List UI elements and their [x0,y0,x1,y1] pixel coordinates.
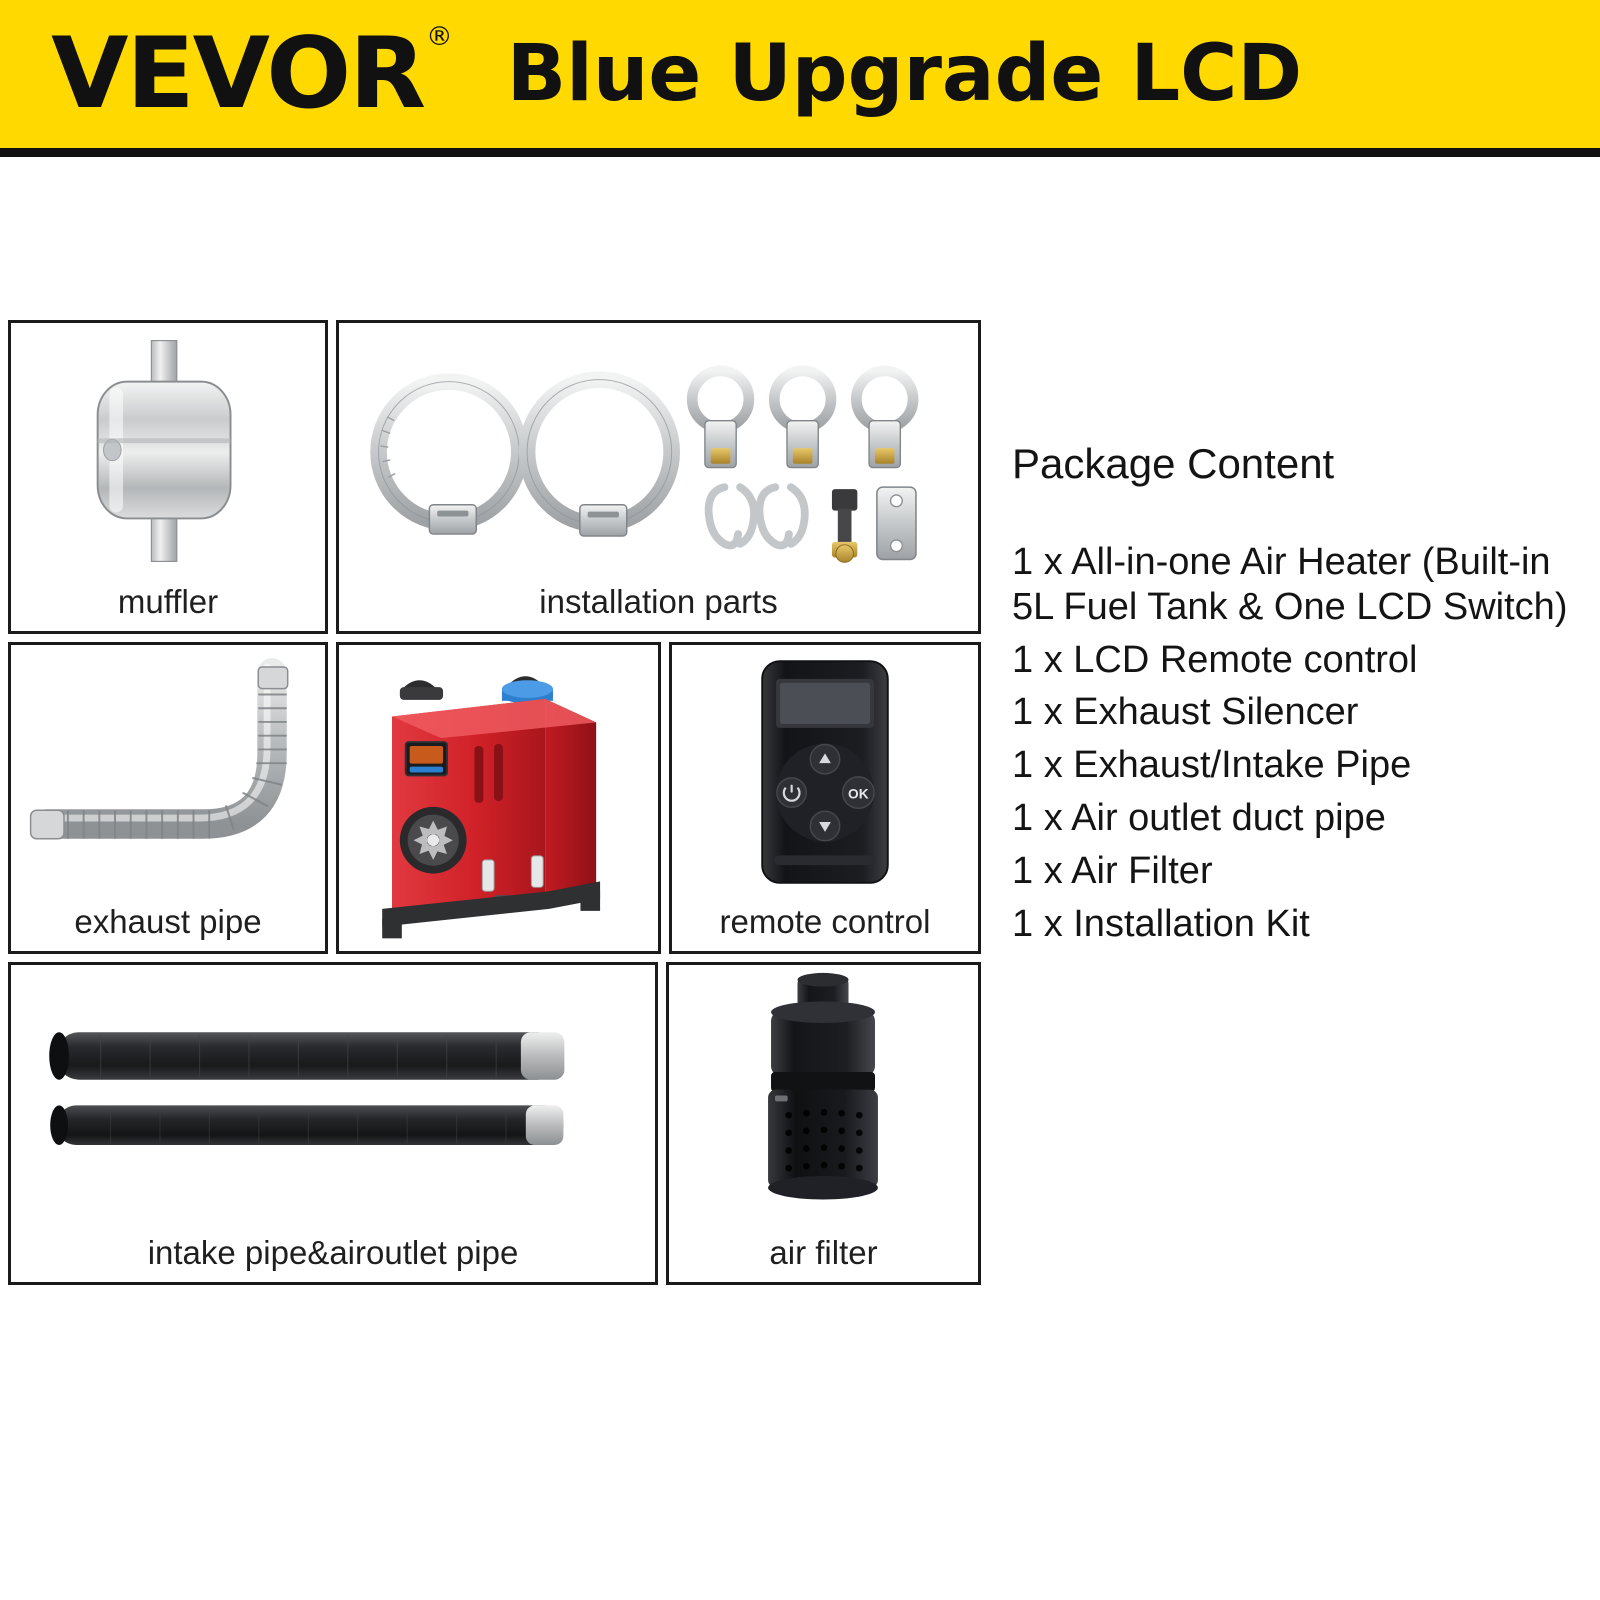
vevor-logo [51,17,451,131]
svg-text:OK: OK [848,786,869,802]
package-item: 1 x Exhaust Silencer [1012,691,1359,734]
package-item: 1 x Air outlet duct pipe [1012,797,1386,840]
package-item: 1 x Installation Kit [1012,902,1310,945]
header-banner [0,0,1600,148]
cell-label-installation-parts: installation parts [539,583,778,620]
package-content-section [1012,440,1572,955]
package-item: 1 x Air Filter [1012,849,1213,892]
cell-label-muffler: muffler [117,583,219,620]
gallery-cell-remote-control [669,642,981,954]
package-content-title: Package Content [1012,440,1335,487]
cell-label-exhaust-pipe: exhaust pipe [74,903,262,940]
flexible-pipe-icon [11,645,325,899]
gallery-cell-air-heater [336,642,661,954]
cell-label-air-filter: air filter [769,1234,878,1271]
cell-label-intake-pipe: intake pipe&airoutlet pipe [147,1234,519,1271]
banner-title: Blue Upgrade LCD [506,29,1303,119]
remote-control-icon [672,645,978,899]
brand-name: VEVOR [51,17,425,131]
air-filter-icon [669,965,978,1230]
package-item: 1 x Exhaust/Intake Pipe [1012,744,1412,787]
duct-pipes-icon [11,965,655,1230]
gallery-cell-air-filter [666,962,981,1285]
package-item: 1 x All-in-one Air Heater (Built-in 5L Fuel Tank & One LCD Switch) [1012,541,1568,628]
muffler-icon [11,323,325,579]
air-heater-icon [339,645,658,951]
gallery-cell-muffler [8,320,328,634]
gallery-cell-installation-parts [336,320,981,634]
cell-label-remote-control: remote control [719,903,931,940]
gallery-cell-exhaust-pipe [8,642,328,954]
package-content-list [1012,540,1572,947]
product-gallery [8,320,983,1285]
banner-underline [0,148,1600,157]
gallery-cell-intake-pipe [8,962,658,1285]
package-item: 1 x LCD Remote control [1012,638,1418,681]
hose-clamps-icon [339,323,978,579]
registered-mark-icon: ® [426,22,451,53]
